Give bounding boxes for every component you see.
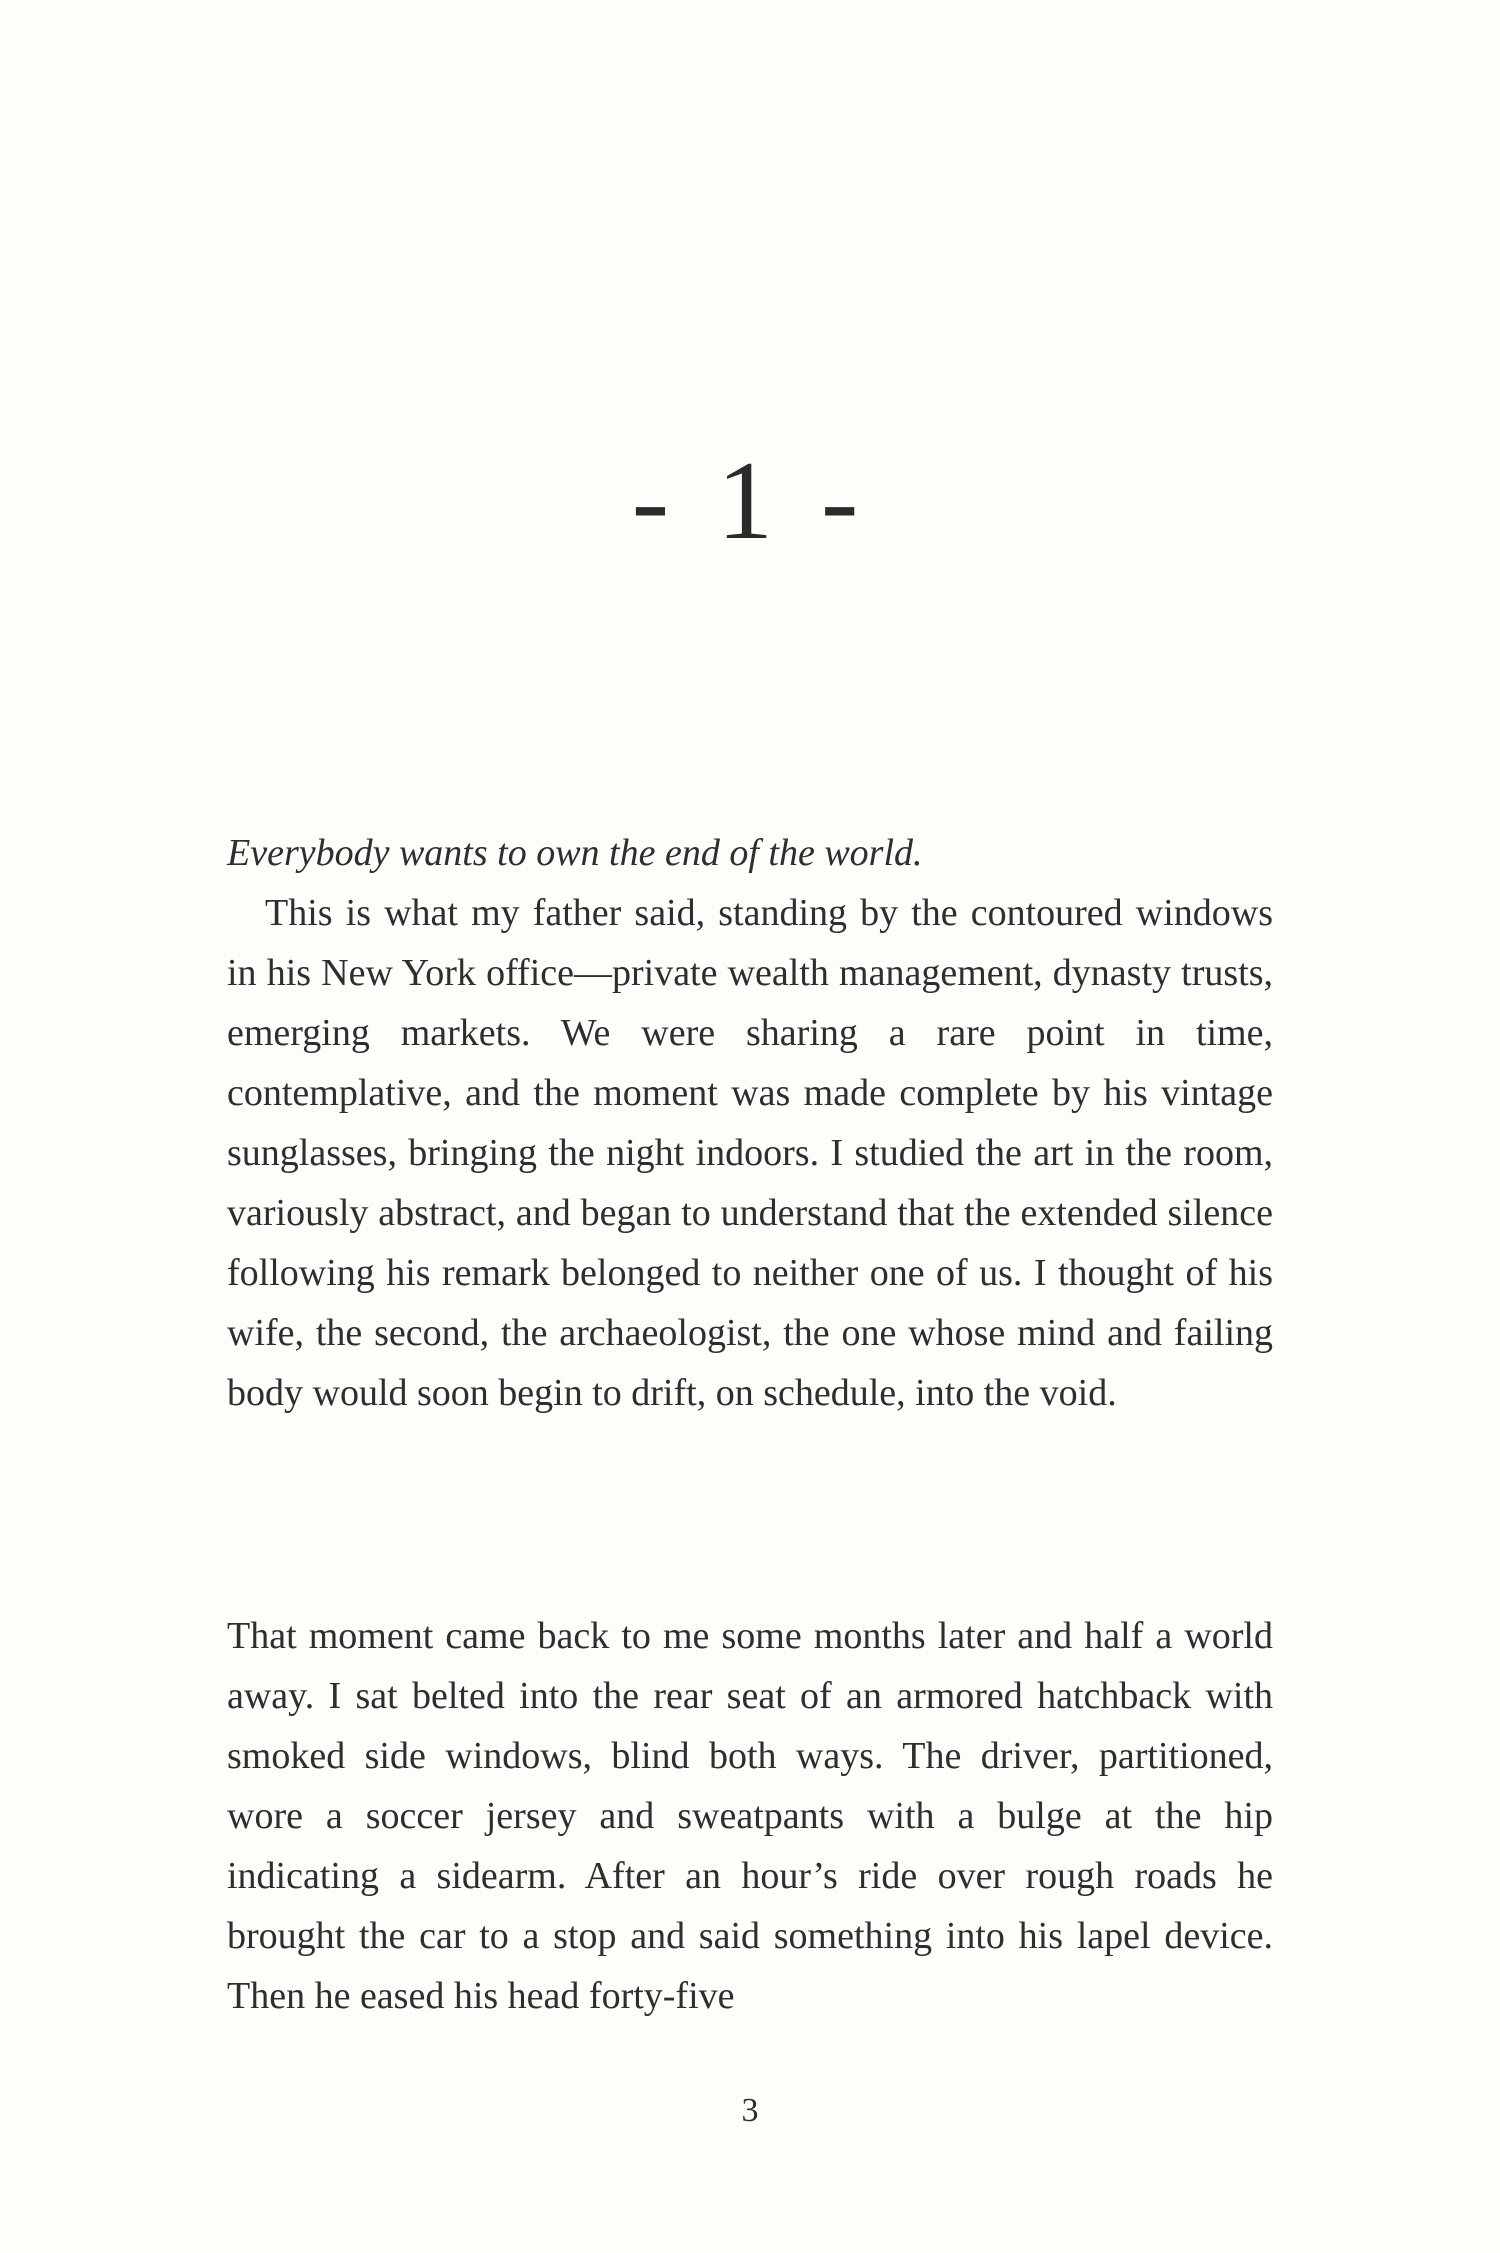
page-number: 3 — [741, 2092, 759, 2129]
chapter-heading: - 1 - — [631, 439, 869, 563]
second-section — [227, 1606, 1273, 2026]
body-paragraph: That moment came back to me some months later and half a world away. I sat belted into the rear seat of an armored hatchback with smoked side windows, blind both ways. The driver, partitioned, wore a soccer jersey and sweatpants with a bulge at the hip indicating a sidearm. After an hour’s ride over rough roads he brought the car to a stop and said something into his lapel device. Then he eased his head forty-five — [227, 1615, 1273, 2017]
opening-line: Everybody wants to own the end of the world. — [227, 832, 923, 874]
opening-section — [227, 823, 1273, 1423]
body-paragraph: This is what my father said, standing by the contoured windows in his New York office—private wealth management, dynasty trusts, emerging markets. We were sharing a rare point in time, contemplative, and the moment was made complete by his vintage sunglasses, bringing the night indoors. I studied the art in the room, variously abstract, and began to understand that the extended silence following his remark belonged to neither one of us. I thought of his wife, the second, the archaeologist, the one whose mind and failing body would soon begin to drift, on schedule, into the void. — [227, 892, 1273, 1414]
